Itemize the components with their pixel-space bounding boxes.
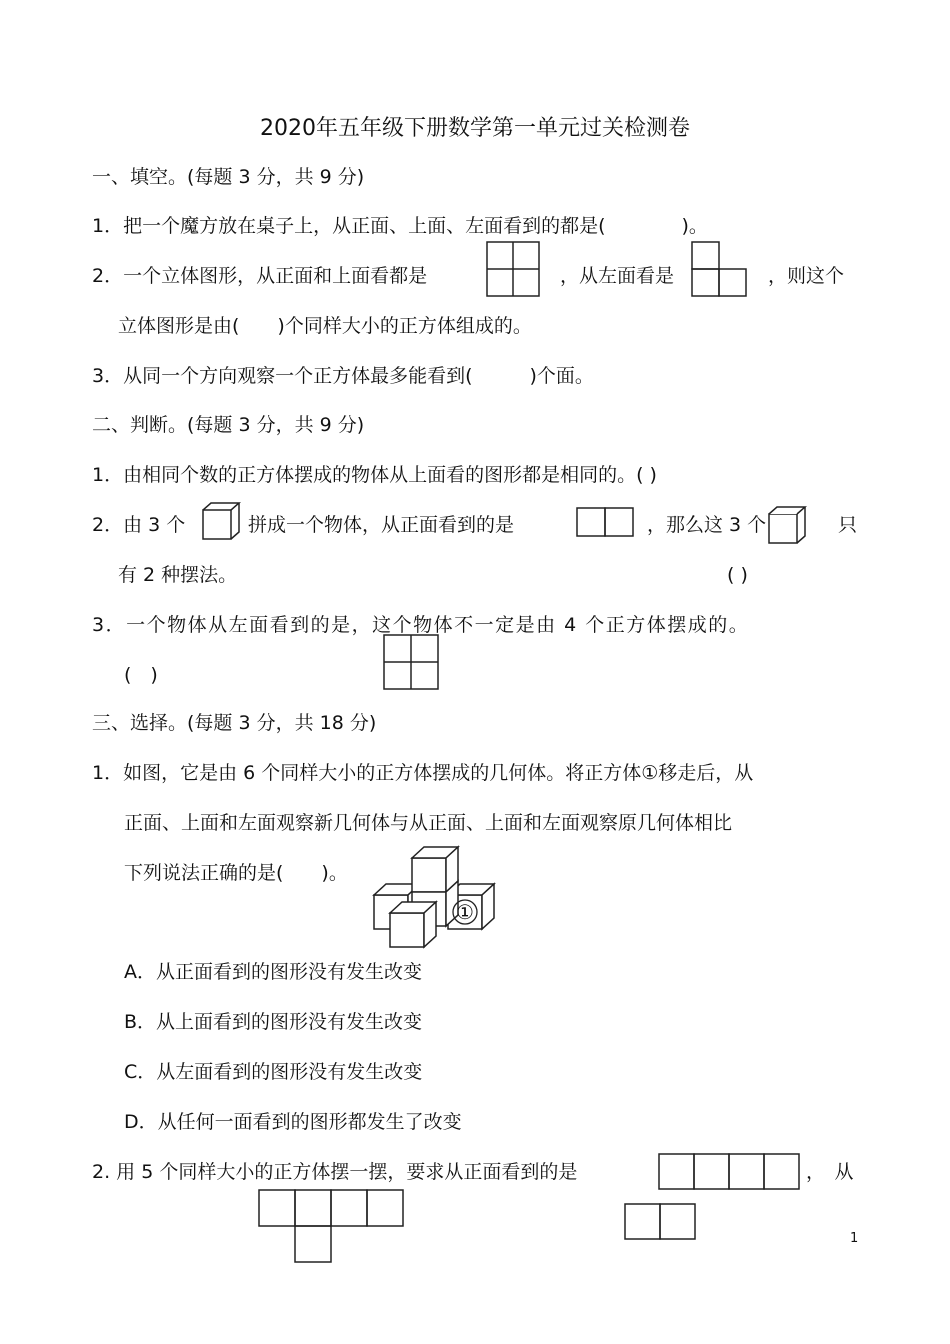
section-3-heading: 三、选择。(每题 3 分，共 18 分): [92, 712, 377, 734]
answer-paren: ( ): [727, 564, 748, 586]
s3-question-1-line-1: 1．如图，它是由 6 个同样大小的正方体摆成的几何体。将正方体①移走后，从: [92, 762, 754, 784]
option-a: A．从正面看到的图形没有发生改变: [124, 961, 422, 983]
s1-question-2-part-b: ，从左面看是: [560, 265, 675, 287]
section-1-heading: 一、填空。(每题 3 分，共 9 分): [92, 166, 365, 188]
s1-question-3: 3．从同一个方向观察一个正方体最多能看到( )个面。: [92, 365, 594, 387]
t-shape-figure: [258, 1189, 406, 1265]
two-squares-figure: [576, 507, 634, 537]
s2-question-2-part-e: 有 2 种摆法。: [118, 564, 238, 586]
two-squares-figure: [624, 1203, 698, 1241]
s2-question-2-part-b: 拼成一个物体，从正面看到的是: [248, 514, 515, 536]
s1-question-1: 1．把一个魔方放在桌子上，从正面、上面、左面看到的都是( )。: [92, 215, 708, 237]
s2-question-2-part-d: 只: [838, 514, 858, 536]
s3-question-2-part-a: 2. 用 5 个同样大小的正方体摆一摆，要求从正面看到的是: [92, 1161, 578, 1183]
square-2x2-figure: [486, 241, 540, 297]
s1-question-2-part-d: 立体图形是由( )个同样大小的正方体组成的。: [118, 315, 532, 337]
s3-question-2-part-b: ， 从: [806, 1161, 854, 1183]
answer-paren: ( ): [124, 664, 158, 686]
four-squares-row-figure: [658, 1153, 802, 1191]
page-title: 2020年五年级下册数学第一单元过关检测卷: [260, 116, 690, 141]
cube-label: ①: [456, 900, 474, 924]
s1-question-2-part-a: 2．一个立体图形，从正面和上面看都是: [92, 265, 428, 287]
page-number: 1: [850, 1231, 859, 1246]
l-shape-figure: [691, 241, 747, 297]
s3-question-1-line-2: 正面、上面和左面观察新几何体与从正面、上面和左面观察原几何体相比: [124, 812, 733, 834]
s2-question-3: 3．一个物体从左面看到的是，这个物体不一定是由 4 个正方体摆成的。: [92, 614, 750, 636]
option-d: D．从任何一面看到的图形都发生了改变: [124, 1111, 462, 1133]
option-b: B．从上面看到的图形没有发生改变: [124, 1011, 423, 1033]
cube-icon: [201, 501, 241, 541]
option-c: C．从左面看到的图形没有发生改变: [124, 1061, 423, 1083]
s2-question-1: 1．由相同个数的正方体摆成的物体从上面看的图形都是相同的。( ): [92, 464, 657, 486]
cube-icon: [767, 505, 807, 545]
s2-question-2-part-c: ，那么这 3 个: [647, 514, 767, 536]
section-2-heading: 二、判断。(每题 3 分，共 9 分): [92, 414, 365, 436]
square-2x2-figure: [383, 634, 439, 690]
s3-question-1-line-3: 下列说法正确的是( )。: [124, 862, 348, 884]
s2-question-2-part-a: 2．由 3 个: [92, 514, 186, 536]
cube-structure-figure: [372, 844, 498, 950]
s1-question-2-part-c: ，则这个: [768, 265, 845, 287]
